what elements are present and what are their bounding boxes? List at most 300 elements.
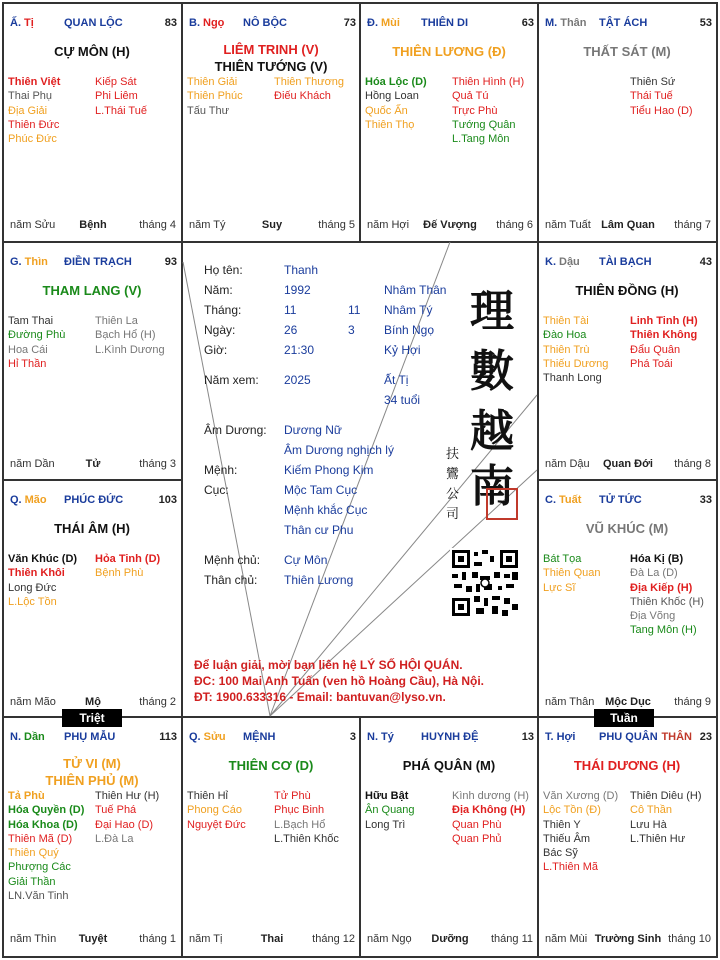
palace-month: tháng 11 [490,933,533,945]
minor-star: Long Trì [365,818,406,831]
minor-star: Lộc Tồn (Đ) [543,804,601,817]
minor-stars-right [630,75,693,118]
minor-star: Bát Tọa [543,553,582,565]
nam-can-chi: Nhâm Thân [384,283,447,297]
palace-year: năm Tuất [545,219,591,231]
palace-name: MỆNH [243,731,276,743]
minor-star: L.Thiên Khốc [274,832,339,845]
palace-header [367,17,534,29]
minor-star: Thiên Trù [543,343,590,356]
palace-footer [189,219,355,233]
palace-month: tháng 8 [674,458,711,470]
palace-header [545,256,712,268]
minor-stars-right [630,314,698,371]
main-stars [538,282,716,299]
palace-stem: G. [10,256,22,268]
palace-stage: Bệnh [79,219,107,231]
minor-star: Tướng Quân [452,118,516,131]
palace-stem: Q. [189,731,201,743]
main-stars [3,755,181,789]
minor-star: L.Kình Dương [95,343,165,356]
main-star: THẤT SÁT (M) [583,44,671,59]
minor-star: Văn Xương (D) [543,790,619,802]
palace-header [189,17,356,29]
minor-star: Hồng Loan [365,90,419,103]
palace-header [189,731,356,743]
palace-age: 43 [699,256,712,268]
main-stars [3,282,181,299]
minor-star: Bạch Hổ (H) [95,329,156,342]
minor-star: Thiên Hư (H) [95,790,160,802]
am-duong-ly: Âm Dương nghịch lý [284,443,394,457]
palace-stem: Q. [10,494,22,506]
minor-stars-right [452,75,524,146]
menh-label: Mệnh: [204,463,238,477]
seal-small-1: 扶 [446,447,460,462]
minor-star: Quan Phù [452,818,502,831]
minor-star: LN.Văn Tinh [8,890,69,903]
minor-star: Thiếu Âm [543,832,591,845]
palace-header [545,17,712,29]
palace-header [10,731,177,743]
main-star: VŨ KHÚC (M) [585,521,669,536]
main-star: THIÊN ĐỒNG (H) [575,283,679,298]
main-star: THÁI ÂM (H) [54,521,130,536]
minor-star: L.Thiên Mã [543,861,599,874]
palace-branch: Mùi [381,17,400,29]
gio-value: 21:30 [284,343,315,357]
palace-stage: Đế Vượng [423,219,477,231]
palace-age: 53 [699,17,712,29]
main-stars [3,520,181,537]
minor-star: Thiên Sứ [630,76,676,88]
palace-header [10,494,177,506]
contact-line-3: ĐT: 1900.633316 - Email: bantuvan@lyso.vn. [194,690,446,704]
minor-star: Tang Môn (H) [630,624,697,637]
palace-branch: Dậu [559,256,580,268]
minor-star: Bệnh Phù [95,567,144,580]
palace-stage: Trường Sinh [594,933,662,945]
minor-star: Tử Phù [274,790,311,802]
palace-dau [538,242,716,480]
palace-branch: Tuất [559,494,582,506]
minor-star: Quả Tú [452,90,489,103]
palace-stem: Đ. [367,17,378,29]
minor-star: Quốc Ấn [365,104,408,117]
main-stars [182,757,360,774]
palace-age: 3 [349,731,356,743]
palace-age: 33 [699,494,712,506]
main-star: THIÊN TƯỚNG (V) [214,59,328,74]
palace-branch: Sửu [203,731,226,743]
palace-year: năm Tị [189,933,223,945]
minor-star: Đẩu Quân [630,343,681,356]
minor-star: Thiên Giải [187,76,238,88]
menh-value: Kiếm Phong Kim [284,463,374,477]
palace-header [367,731,534,743]
palace-stem: N. [367,731,378,743]
palace-stem: C. [545,494,556,506]
minor-star: Phong Cáo [187,804,243,817]
main-star: THAM LANG (V) [42,283,142,298]
palace-header [10,256,177,268]
minor-star: Thiên Khôi [8,567,65,580]
minor-star: Hóa Kị (B) [630,553,684,565]
seal-small-col [446,445,460,525]
minor-star: Ân Quang [365,804,415,817]
main-stars [182,41,360,75]
minor-stars-left [365,75,427,132]
palace-month: tháng 7 [674,219,711,231]
palace-footer [545,933,711,947]
main-star: THIÊN CƠ (D) [228,758,314,773]
menh-chu-label: Mệnh chủ: [204,553,261,567]
palace-year: năm Sửu [10,219,56,231]
minor-stars-right [630,789,702,846]
palace-mui [360,3,538,241]
minor-star: Linh Tinh (H) [630,315,698,327]
palace-stem: Ấ. [10,17,21,29]
palace-header [545,731,712,743]
palace-name: TÀI BẠCH [599,256,652,268]
seal-char-4: 南 [470,461,514,512]
minor-star: Phượng Các [8,861,71,874]
palace-age: 13 [521,731,534,743]
minor-star: Địa Không (H) [452,804,526,817]
cuc-label: Cục: [204,483,229,497]
palace-name: THIÊN DI [421,17,469,29]
minor-stars-left [187,75,243,118]
main-star: LIÊM TRINH (V) [223,42,319,57]
minor-star: Thiên Việt [8,76,61,88]
minor-stars-right [274,789,339,846]
minor-star: Đà La (D) [630,567,678,580]
minor-star: Hóa Quyền (D) [8,804,85,817]
minor-star: Tả Phù [8,790,45,802]
palace-mao [3,480,181,718]
main-star: THIÊN LƯƠNG (Đ) [392,44,506,59]
minor-stars-left [8,75,60,146]
seal-char-2: 數 [470,346,514,397]
palace-header [10,17,177,29]
minor-star: Lực Sĩ [543,581,576,594]
minor-star: Thiên La [95,315,138,327]
palace-name: PHỤ MẪU [64,731,116,743]
am-duong-label: Âm Dương: [204,423,267,437]
minor-star: Thiên Y [543,818,581,831]
palace-year: năm Dậu [545,458,590,470]
minor-star: Tấu Thư [187,104,230,117]
minor-star: Văn Khúc (D) [8,553,78,565]
palace-footer [545,219,711,233]
minor-stars-right [95,314,165,357]
qr-code-icon[interactable] [450,548,520,618]
palace-stage: Thai [260,933,284,945]
seal-char-3: 越 [470,406,514,457]
minor-star: Lưu Hà [630,818,667,831]
palace-footer [545,696,711,710]
palace-footer [10,696,176,710]
palace-stem: M. [545,17,558,29]
palace-age: 73 [343,17,356,29]
palace-branch: Thìn [24,256,48,268]
palace-branch: Ngọ [203,17,225,29]
minor-star: Hoa Cái [8,343,48,356]
main-stars [538,757,716,774]
minor-star: Kiếp Sát [95,76,137,88]
red-stamp [486,488,518,520]
minor-star: Đại Hao (D) [95,818,154,831]
thang-label: Tháng: [204,303,242,317]
palace-than-marker: THÂN [661,731,692,743]
palace-year: năm Ngọ [367,933,412,945]
cuc-relation: Mệnh khắc Cục [284,503,368,517]
palace-age: 103 [158,494,177,506]
palace-month: tháng 3 [139,458,176,470]
seal-small-3: 公 [446,487,460,502]
palace-ti [3,3,181,241]
minor-star: Hóa Khoa (D) [8,818,78,831]
ngay-label: Ngày: [204,323,236,337]
than-chu-label: Thân chủ: [204,573,258,587]
ho-ten-label: Họ tên: [204,263,243,277]
minor-star: Thiên Hỉ [187,790,228,802]
minor-stars-left [8,314,65,371]
palace-month: tháng 1 [139,933,176,945]
thang-am-lich: 11 [348,303,361,317]
minor-star: Thiếu Dương [543,357,609,370]
minor-stars-right [274,75,344,104]
palace-year: năm Mão [10,696,56,708]
main-star: TỬ VI (M) [63,756,121,771]
minor-star: Đào Hoa [543,329,587,342]
palace-stage: Lâm Quan [601,219,655,231]
minor-star: Thiên Đức [8,118,60,131]
palace-year: năm Hợi [367,219,410,231]
palace-stem: B. [189,17,200,29]
seal-small-2: 鸞 [446,467,460,482]
minor-star: Hữu Bật [365,790,409,802]
minor-star: L.Thái Tuế [95,104,147,117]
ngay-value: 26 [284,323,298,337]
minor-star: Tam Thai [8,315,54,327]
ho-ten-value: Thanh [284,263,319,277]
minor-stars-left [187,789,246,832]
minor-star: Thiên Khốc (H) [630,595,704,608]
palace-month: tháng 6 [496,219,533,231]
palace-dan [3,717,181,955]
palace-footer [367,219,533,233]
minor-stars-right [95,552,160,581]
am-duong-value: Dương Nữ [284,423,342,437]
minor-stars-left [543,314,608,385]
palace-name: TỬ TỨC [599,494,642,506]
contact-line-1: Để luận giải, mời bạn liên hệ LÝ SỐ HỘI QUÁN. [194,658,463,672]
minor-star: Điếu Khách [274,90,331,103]
palace-name: ĐIỀN TRẠCH [64,256,132,268]
main-stars [3,43,181,60]
minor-star: L.Bạch Hổ [274,818,326,831]
main-stars [360,43,538,60]
minor-star: Hỏa Tinh (D) [95,553,161,565]
cuc-value: Mộc Tam Cục [284,483,358,497]
than-cu: Thân cư Phu [284,523,354,537]
triet-badge: Triệt [62,709,122,727]
minor-star: L.Đà La [95,832,134,845]
nam-label: Năm: [204,283,233,297]
palace-stem: N. [10,731,21,743]
tuoi-value: 34 tuổi [384,393,421,407]
minor-stars-right [95,75,147,118]
nam-xem-can-chi: Ất Tị [384,373,409,387]
minor-stars-left [543,552,600,595]
palace-header [545,494,712,506]
palace-stage: Suy [261,219,283,231]
palace-stage: Tuyệt [78,933,108,945]
palace-name: PHU QUÂN [599,731,658,743]
main-stars [538,43,716,60]
palace-name: PHÚC ĐỨC [64,494,124,506]
minor-star: Địa Võng [630,610,676,623]
contact-line-2: ĐC: 100 Mai Anh Tuấn (ven hồ Hoàng Cầu), Hà Nội. [194,674,485,688]
palace-footer [189,933,355,947]
main-stars [538,520,716,537]
main-star: THIÊN PHỦ (M) [45,773,139,788]
palace-month: tháng 5 [318,219,355,231]
minor-star: Cô Thần [630,804,672,817]
palace-year: năm Thìn [10,933,57,945]
palace-branch: Mão [24,494,47,506]
palace-year: năm Mùi [545,933,588,945]
nam-xem-value: 2025 [284,373,311,387]
minor-star: Địa Giải [8,104,48,117]
palace-month: tháng 12 [312,933,355,945]
main-star: PHÁ QUÂN (M) [402,758,496,773]
main-star: THÁI DƯƠNG (H) [573,758,681,773]
minor-stars-left [365,789,415,832]
minor-star: Long Đức [8,581,57,594]
minor-star: Thiên Thương [274,76,345,88]
gio-label: Giờ: [204,343,228,357]
thang-can-chi: Nhâm Tý [384,303,433,317]
seal-small-4: 司 [446,507,460,522]
palace-branch: Hợi [556,731,576,743]
palace-month: tháng 10 [668,933,711,945]
palace-age: 113 [159,731,177,743]
palace-footer [10,219,176,233]
palace-suu [182,717,360,955]
minor-star: Thái Tuế [630,90,673,103]
nam-xem-label: Năm xem: [204,373,259,387]
palace-footer [10,933,176,947]
palace-branch: Dần [24,731,45,743]
minor-star: Nguyệt Đức [187,818,246,831]
palace-month: tháng 4 [139,219,176,231]
palace-month: tháng 9 [674,696,711,708]
minor-star: Đường Phù [8,329,66,342]
minor-star: Giải Thần [8,875,56,888]
minor-stars-left [8,552,77,609]
palace-name: QUAN LỘC [64,17,123,29]
palace-year: năm Tý [189,219,226,231]
main-stars [360,757,538,774]
seal-char-1: 理 [470,286,514,337]
minor-star: Thiên Diêu (H) [630,790,702,802]
minor-star: Trực Phù [452,104,498,117]
palace-name: HUYNH ĐỆ [421,731,479,743]
minor-star: Thiên Quan [543,567,601,580]
palace-age: 23 [699,731,712,743]
minor-star: Phục Binh [274,804,325,817]
palace-footer [10,458,176,472]
nam-value: 1992 [284,283,311,297]
minor-star: Thai Phụ [8,90,53,103]
minor-stars-right [452,789,529,846]
palace-stem: K. [545,256,556,268]
palace-footer [545,458,711,472]
palace-age: 93 [164,256,177,268]
minor-star: L.Thiên Hư [630,832,686,845]
palace-footer [367,933,533,947]
thang-value: 11 [284,303,297,317]
minor-star: Phi Liêm [95,90,138,103]
minor-star: Địa Kiếp (H) [630,581,693,594]
minor-star: Thiên Thọ [365,118,415,131]
palace-branch: Tý [381,731,394,743]
palace-year: năm Dần [10,458,55,470]
minor-star: Thiên Phúc [187,90,243,103]
minor-star: Phúc Đức [8,133,57,146]
minor-star: Tiểu Hao (D) [630,104,693,117]
palace-stage: Mộ [85,696,101,708]
minor-star: Thiên Tài [543,315,589,327]
ngay-am-lich: 3 [348,323,355,337]
palace-ngo [182,3,360,241]
palace-year: năm Thân [545,696,595,708]
palace-age: 63 [521,17,534,29]
palace-stem: T. [545,731,554,743]
palace-branch: Tị [24,17,34,29]
minor-star: Quan Phủ [452,832,502,845]
minor-star: L.Lộc Tồn [8,595,57,608]
main-star: CỰ MÔN (H) [54,44,130,59]
palace-name: TẬT ÁCH [599,17,648,29]
minor-star: Tuế Phá [95,804,137,817]
minor-star: L.Tang Môn [452,133,510,146]
minor-stars-right [630,552,704,638]
gio-can-chi: Kỷ Hợi [384,343,421,357]
minor-star: Thiên Mã (D) [8,832,73,845]
menh-chu-value: Cự Môn [284,553,328,567]
minor-stars-right [95,789,159,846]
minor-star: Bác Sỹ [543,847,578,860]
minor-star: Thiên Không [630,329,698,342]
palace-hoi [538,717,716,955]
minor-star: Kình dương (H) [452,790,529,802]
minor-stars-left [543,789,618,875]
tuan-badge: Tuần [594,709,654,727]
minor-star: Thiên Hình (H) [452,76,525,88]
ngay-can-chi: Bính Ngọ [384,323,435,337]
than-chu-value: Thiên Lương [284,573,354,587]
palace-stage: Quan Đới [603,458,653,470]
minor-star: Thiên Quý [8,847,59,860]
minor-star: Hỉ Thần [8,357,47,370]
palace-stage: Mộc Dục [605,696,651,708]
palace-tuat [538,480,716,718]
palace-stage: Dưỡng [431,933,469,945]
minor-star: Hóa Lộc (D) [365,76,427,88]
